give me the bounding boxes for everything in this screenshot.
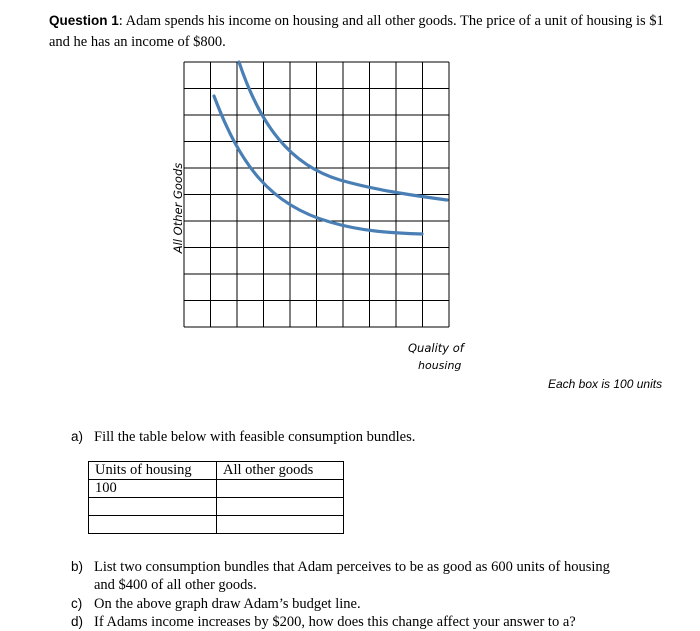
part-b-text [94,558,610,594]
question-line-2: and he has an income of $800. [49,34,226,50]
part-a-marker: a) [71,429,84,444]
part-a-text: Fill the table below with feasible consumption bundles. [94,429,416,445]
part-c [71,595,671,613]
part-c-marker: c) [71,596,83,611]
part-d [71,613,691,631]
table-header-other-goods: All other goods [217,462,344,480]
x-axis-label-line1: Quality of [408,341,464,355]
part-b-marker: b) [71,559,84,574]
part-d-marker: d) [71,614,84,629]
y-axis-label: All Other Goods [171,162,185,254]
table-cell[interactable] [217,516,344,534]
table-row [89,480,344,498]
question-heading [49,10,679,53]
part-c-text: On the above graph draw Adam’s budget line. [94,596,361,612]
table-cell[interactable] [89,516,217,534]
x-axis-label-line2: housing [418,359,462,372]
question-label: Question 1 [49,13,119,28]
table-cell[interactable] [217,480,344,498]
table-header-housing: Units of housing [89,462,217,480]
part-b [71,558,681,594]
part-b-line-1: List two consumption bundles that Adam perceives to be as good as 600 units of housing [94,559,610,575]
scale-note: Each box is 100 units [548,377,663,391]
part-d-text: If Adams income increases by $200, how does this change affect your answer to a? [94,614,576,630]
indifference-curve-lower [214,96,422,234]
part-b-line-2: and $400 of all other goods. [94,577,257,593]
table-row [89,498,344,516]
bundles-table [88,461,344,534]
question-line-1 [49,10,679,32]
indifference-graph [150,55,490,385]
table-cell[interactable] [217,498,344,516]
table-row [89,516,344,534]
table-cell[interactable]: 100 [89,480,217,498]
question-text: : Adam spends his income on housing and all other goods. The price of a unit of housing is $1 [118,13,664,29]
table-cell[interactable] [89,498,217,516]
part-a [71,428,671,446]
table-header-row [89,462,344,480]
